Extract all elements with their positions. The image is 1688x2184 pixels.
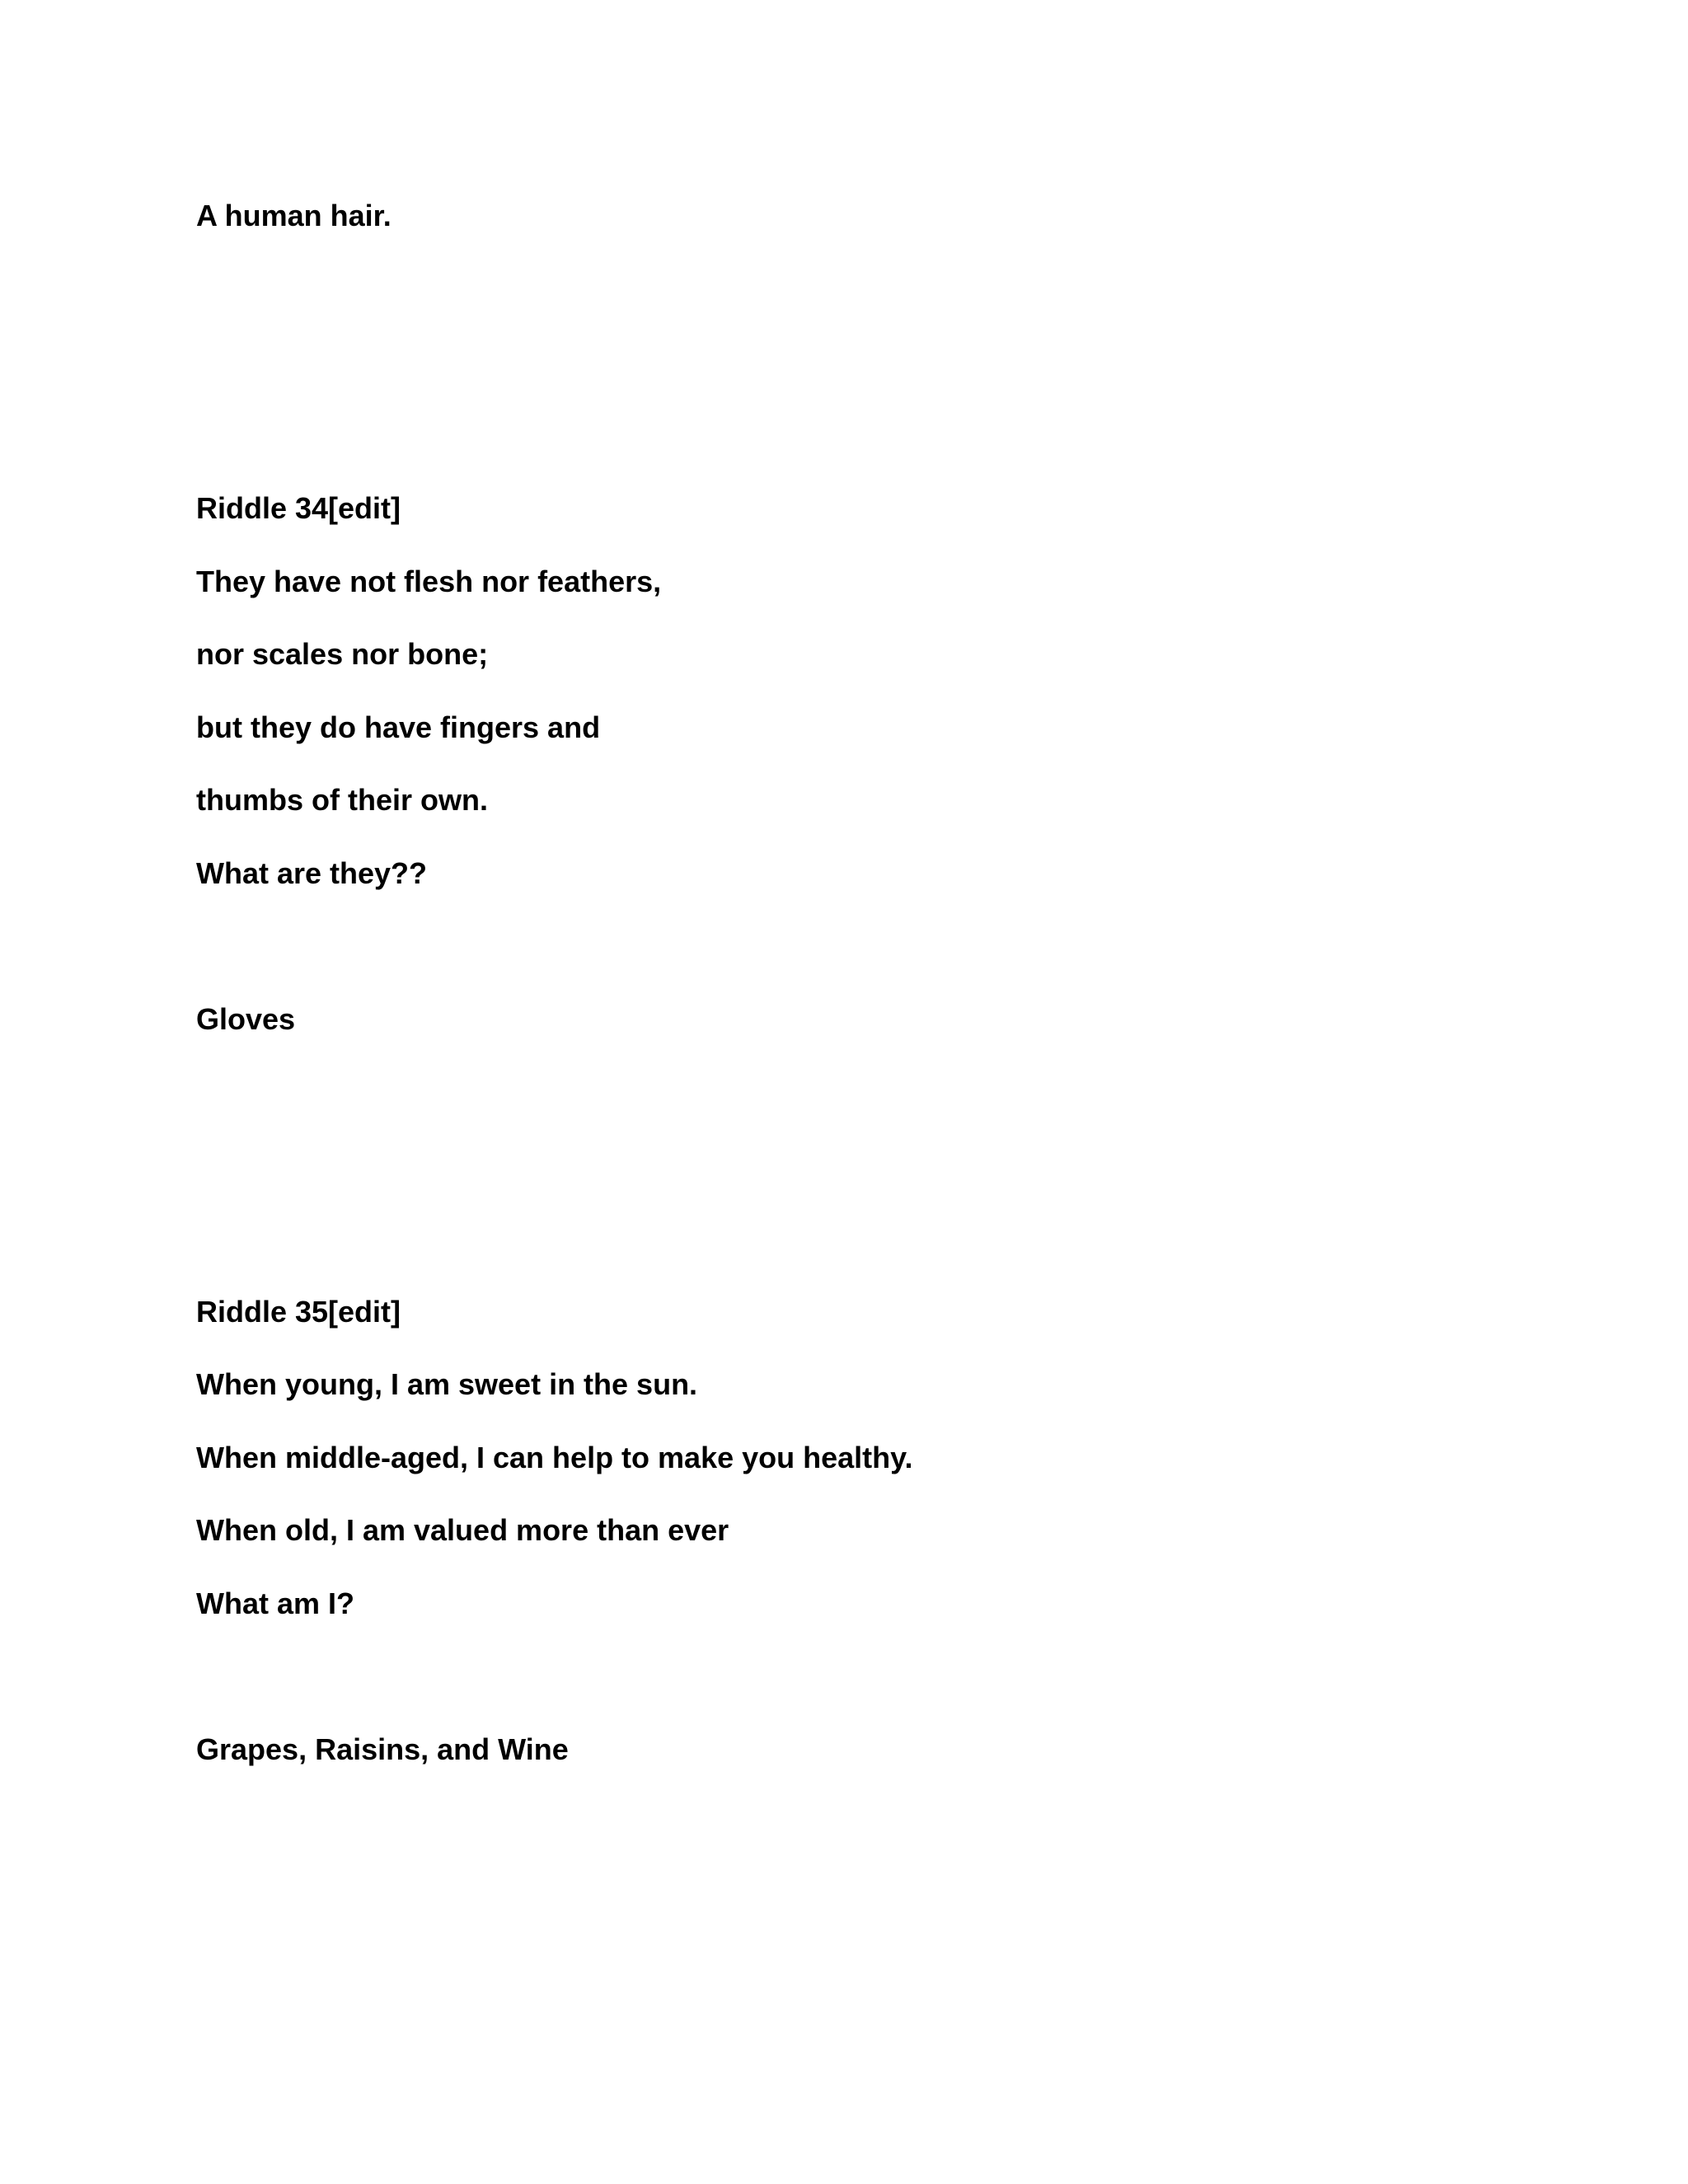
- riddle-33-answer: A human hair.: [196, 199, 392, 232]
- riddle-34-answer: Gloves: [196, 1002, 296, 1036]
- riddle-35-line-1: When young, I am sweet in the sun.: [196, 1367, 698, 1401]
- riddle-34-line-5: What are they??: [196, 856, 428, 890]
- riddle-34-line-1: They have not flesh nor feathers,: [196, 565, 662, 598]
- riddle-35-line-3: When old, I am valued more than ever: [196, 1513, 729, 1547]
- riddle-34-line-4: thumbs of their own.: [196, 783, 488, 817]
- riddle-35-line-2: When middle-aged, I can help to make you healthy.: [196, 1441, 913, 1474]
- riddle-35-answer: Grapes, Raisins, and Wine: [196, 1732, 569, 1766]
- riddle-34-line-3: but they do have fingers and: [196, 710, 601, 744]
- riddle-35-line-4: What am I?: [196, 1586, 355, 1620]
- riddle-34-line-2: nor scales nor bone;: [196, 637, 489, 671]
- riddle-35-heading: Riddle 35[edit]: [196, 1295, 401, 1329]
- riddle-34-heading: Riddle 34[edit]: [196, 491, 401, 525]
